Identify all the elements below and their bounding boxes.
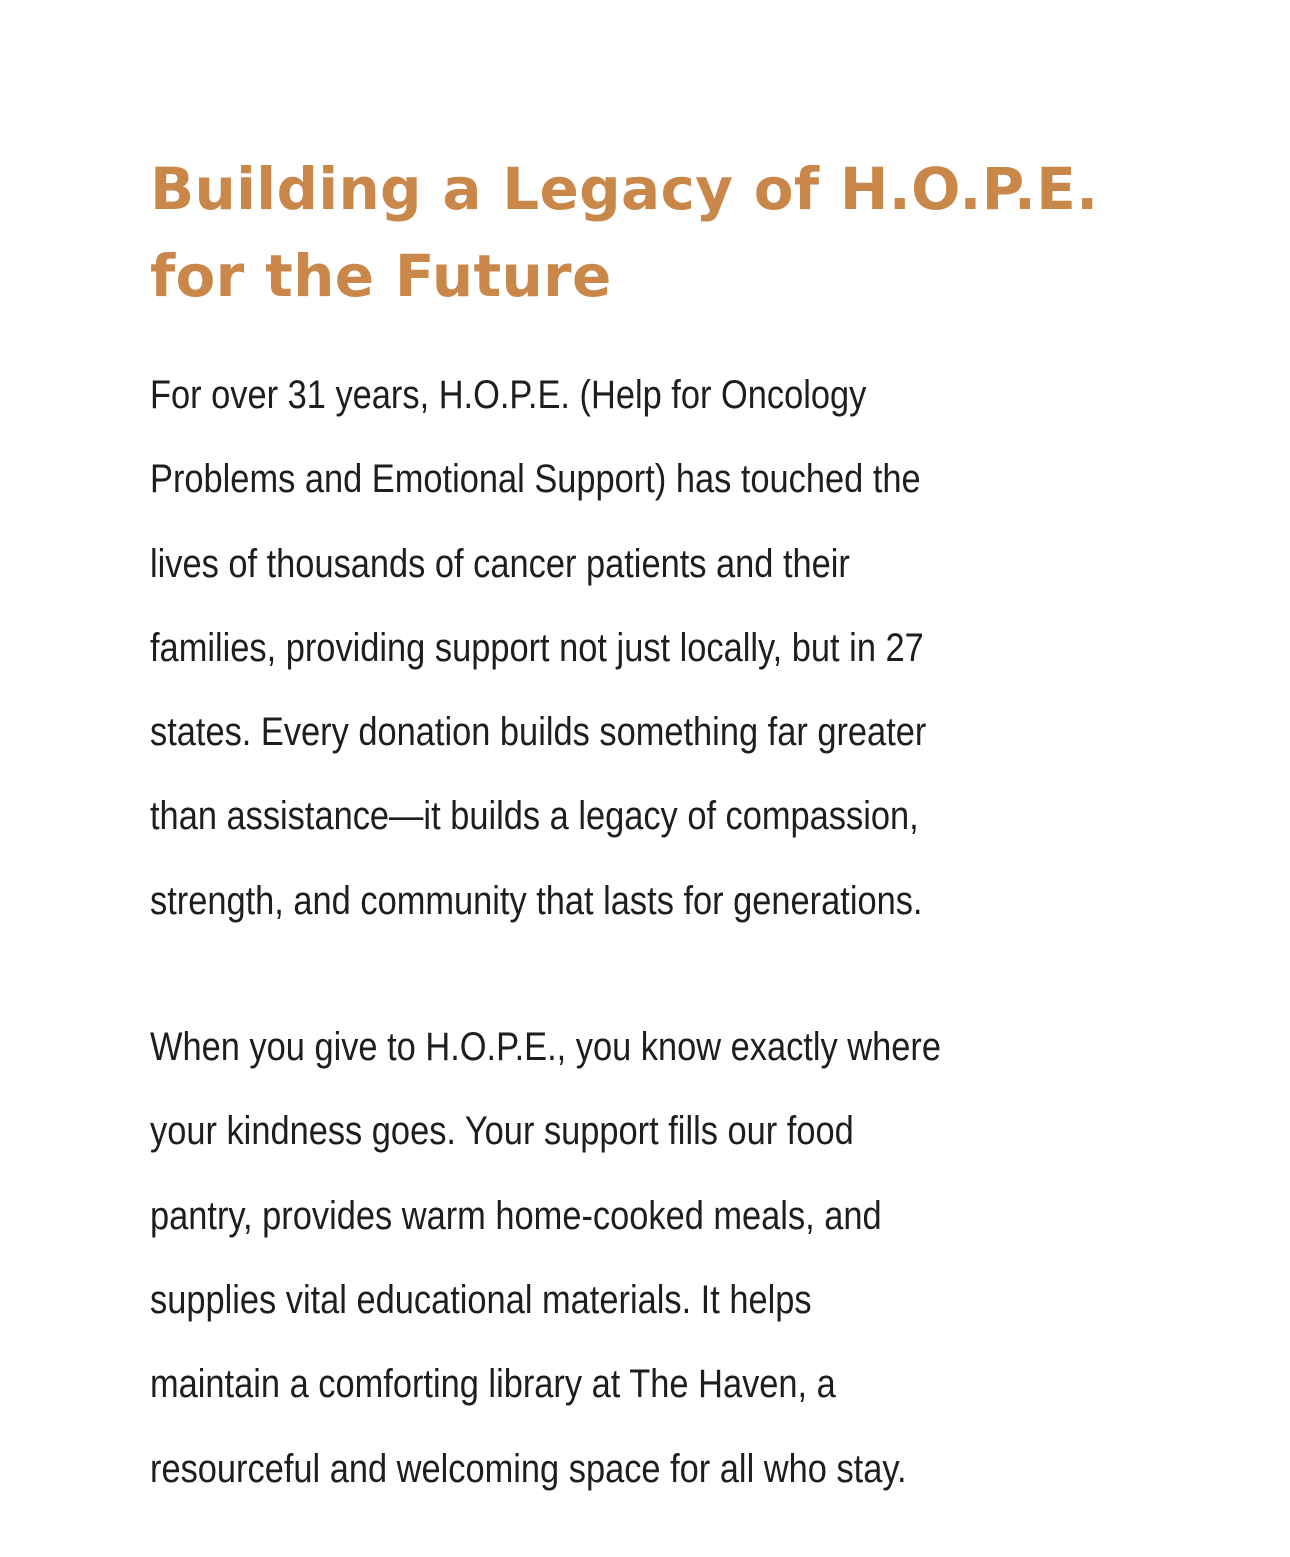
page-title-line: for the Future — [150, 242, 612, 310]
giving-paragraph — [150, 1005, 1148, 1511]
paragraph-line: maintain a comforting library at The Haven, a — [150, 1362, 836, 1407]
paragraph-line: For over 31 years, H.O.P.E. (Help for Oncology — [150, 373, 867, 417]
paragraph-line: supplies vital educational materials. It helps — [150, 1277, 812, 1322]
paragraph-line: states. Every donation builds something far greater — [150, 710, 927, 755]
page-title-line: Building a Legacy of H.O.P.E. — [150, 155, 1099, 223]
intro-paragraph — [150, 353, 1148, 943]
paragraph-line: pantry, provides warm home-cooked meals, and — [150, 1193, 882, 1238]
paragraph-line: than assistance—it builds a legacy of compassion, — [150, 794, 919, 839]
paragraph-line: lives of thousands of cancer patients and their — [150, 541, 850, 586]
paragraph-line: strength, and community that lasts for generations. — [150, 878, 923, 923]
paragraph-line: families, providing support not just locally, but in 27 — [150, 625, 924, 670]
paragraph-line: your kindness goes. Your support fills our food — [150, 1109, 854, 1154]
paragraph-line: resourceful and welcoming space for all who stay. — [150, 1446, 907, 1491]
paragraph-line: When you give to H.O.P.E., you know exactly where — [150, 1025, 941, 1070]
paragraph-line: Problems and Emotional Support) has touched the — [150, 457, 921, 502]
page-title — [150, 146, 1140, 320]
article-content — [150, 146, 1140, 1511]
